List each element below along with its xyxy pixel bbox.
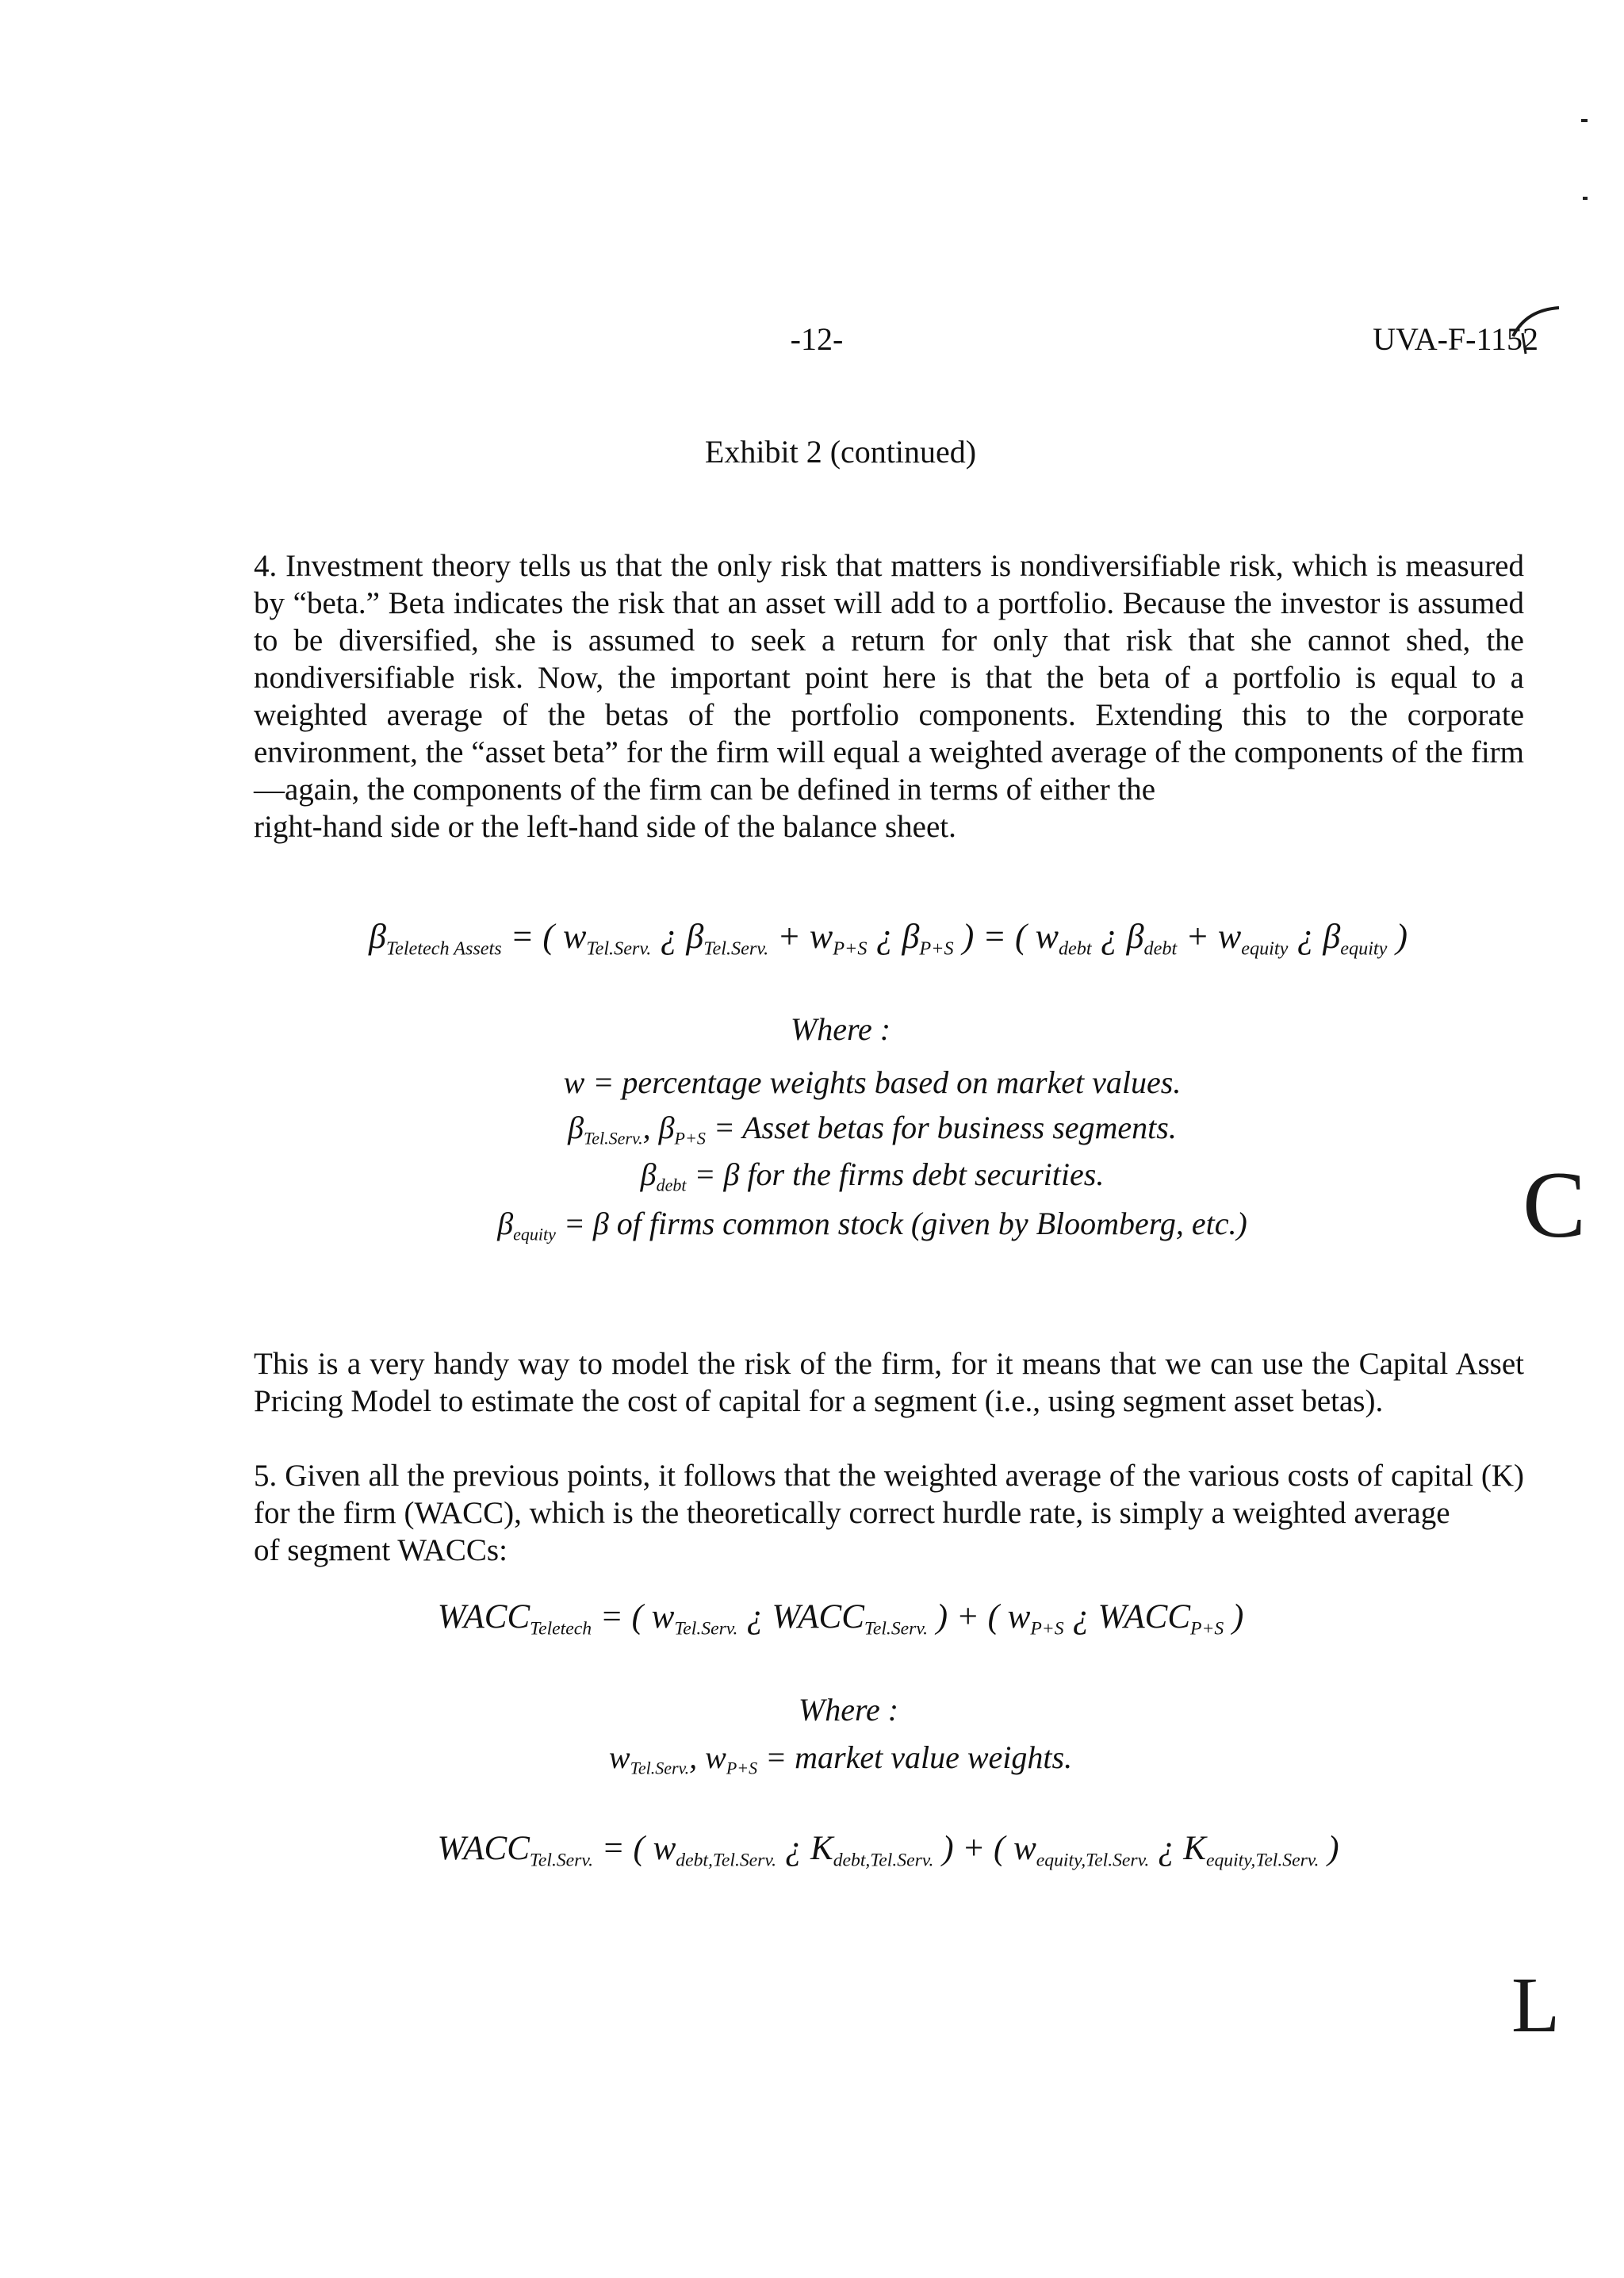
definition-asset-betas: $\beta_{Tel.Serv.}$, $\beta_{P+S}$ = Asset betas for business segments. — [568, 1110, 1177, 1149]
paragraph-4-body: 4. Investment theory tells us that the only risk that matters is nondiversifiable risk, which is measured by “beta.” Beta indicates the risk that an asset will add to a portfolio. Because the investor is assumed to be diversified, she is assumed to seek a return for only that risk that she cannot shed, the nondiversifiable risk. Now, the important point here is that the beta of a portfolio is equal to a weighted average of the betas of the portfolio components. Extending this to the corporate environment, the “asset beta” for the firm will equal a weighted average of the components of the firm—again, the components of the firm can be defined in terms of either the — [254, 549, 1524, 807]
page-number: -12- — [790, 321, 844, 357]
paragraph-5-last-line: of segment WACCs: — [254, 1533, 508, 1567]
definition-market-weights: $w_{Tel.Serv.}$, $w_{P+S}$ = market value weights. — [608, 1739, 1073, 1778]
asset-beta-equation: $\beta_{Teletech Assets}$ = ( $w_{Tel.Serv.}$ ¿ $\beta_{Tel.Serv.} + w_{P+S}$ ¿ $\beta_{P+S}$ ) = ( $w_{debt}$ ¿ $\beta_{debt} + w_{equity}$ ¿ $\beta_{equity}$ ) — [368, 917, 1408, 960]
definition-equity-beta: $\beta_{equity} = \beta$ of firms common stock (given by Bloomberg, etc.) — [497, 1206, 1247, 1244]
definition-equity-beta-text: = β of firms common stock (given by Bloomberg, etc.) — [563, 1206, 1247, 1241]
definition-market-weights-text: = market value weights. — [765, 1739, 1073, 1775]
definition-weights: w = percentage weights based on market values. — [563, 1064, 1182, 1100]
binder-mark-c: C — [1522, 1152, 1587, 1257]
definition-debt-beta-text: = β for the firms debt securities. — [694, 1156, 1105, 1192]
binder-mark-l: L — [1511, 1961, 1561, 2049]
paragraph-capm: This is a very handy way to model the risk of the firm, for it means that we can use the Capital Asset Pricing Model to estimate the cost of capital for a segment (i.e., using segment asset betas). — [254, 1347, 1524, 1418]
definition-debt-beta: $\beta_{debt} = \beta$ for the firms debt securities. — [640, 1156, 1105, 1195]
telserv-wacc-equation: $WACC_{Tel.Serv.}$ = ( $w_{debt,Tel.Serv.}$ ¿ $K_{debt,Tel.Serv.}$ ) + ( $w_{equity,Tel.Serv.}$ ¿ $K_{equity,Tel.Serv.}$ ) — [437, 1830, 1339, 1871]
where-label-2: Where : — [798, 1692, 899, 1728]
definition-asset-betas-text: = Asset betas for business segments. — [713, 1110, 1177, 1145]
paragraph-4-last-line: right-hand side or the left-hand side of the balance sheet. — [254, 810, 956, 844]
paragraph-4 — [254, 547, 1524, 846]
exhibit-title: Exhibit 2 (continued) — [704, 434, 977, 470]
paragraph-5 — [254, 1457, 1524, 1569]
paragraph-5-body: 5. Given all the previous points, it follows that the weighted average of the various costs of capital (K) for the firm (WACC), which is the theoretically correct hurdle rate, is simply a weighted average — [254, 1459, 1524, 1530]
document-code: UVA-F-1152 — [1373, 321, 1538, 357]
corner-hook-mark — [1507, 301, 1562, 357]
scan-mark-right — [1583, 197, 1588, 200]
scan-mark-top — [1581, 119, 1588, 122]
where-label-1: Where : — [790, 1011, 891, 1047]
teletech-wacc-equation: $WACC_{Teletech}$ = ( $w_{Tel.Serv.}$ ¿ $WACC_{Tel.Serv.}$ ) + ( $w_{P+S}$ ¿ $WACC_{P+S}$ ) — [437, 1598, 1244, 1639]
